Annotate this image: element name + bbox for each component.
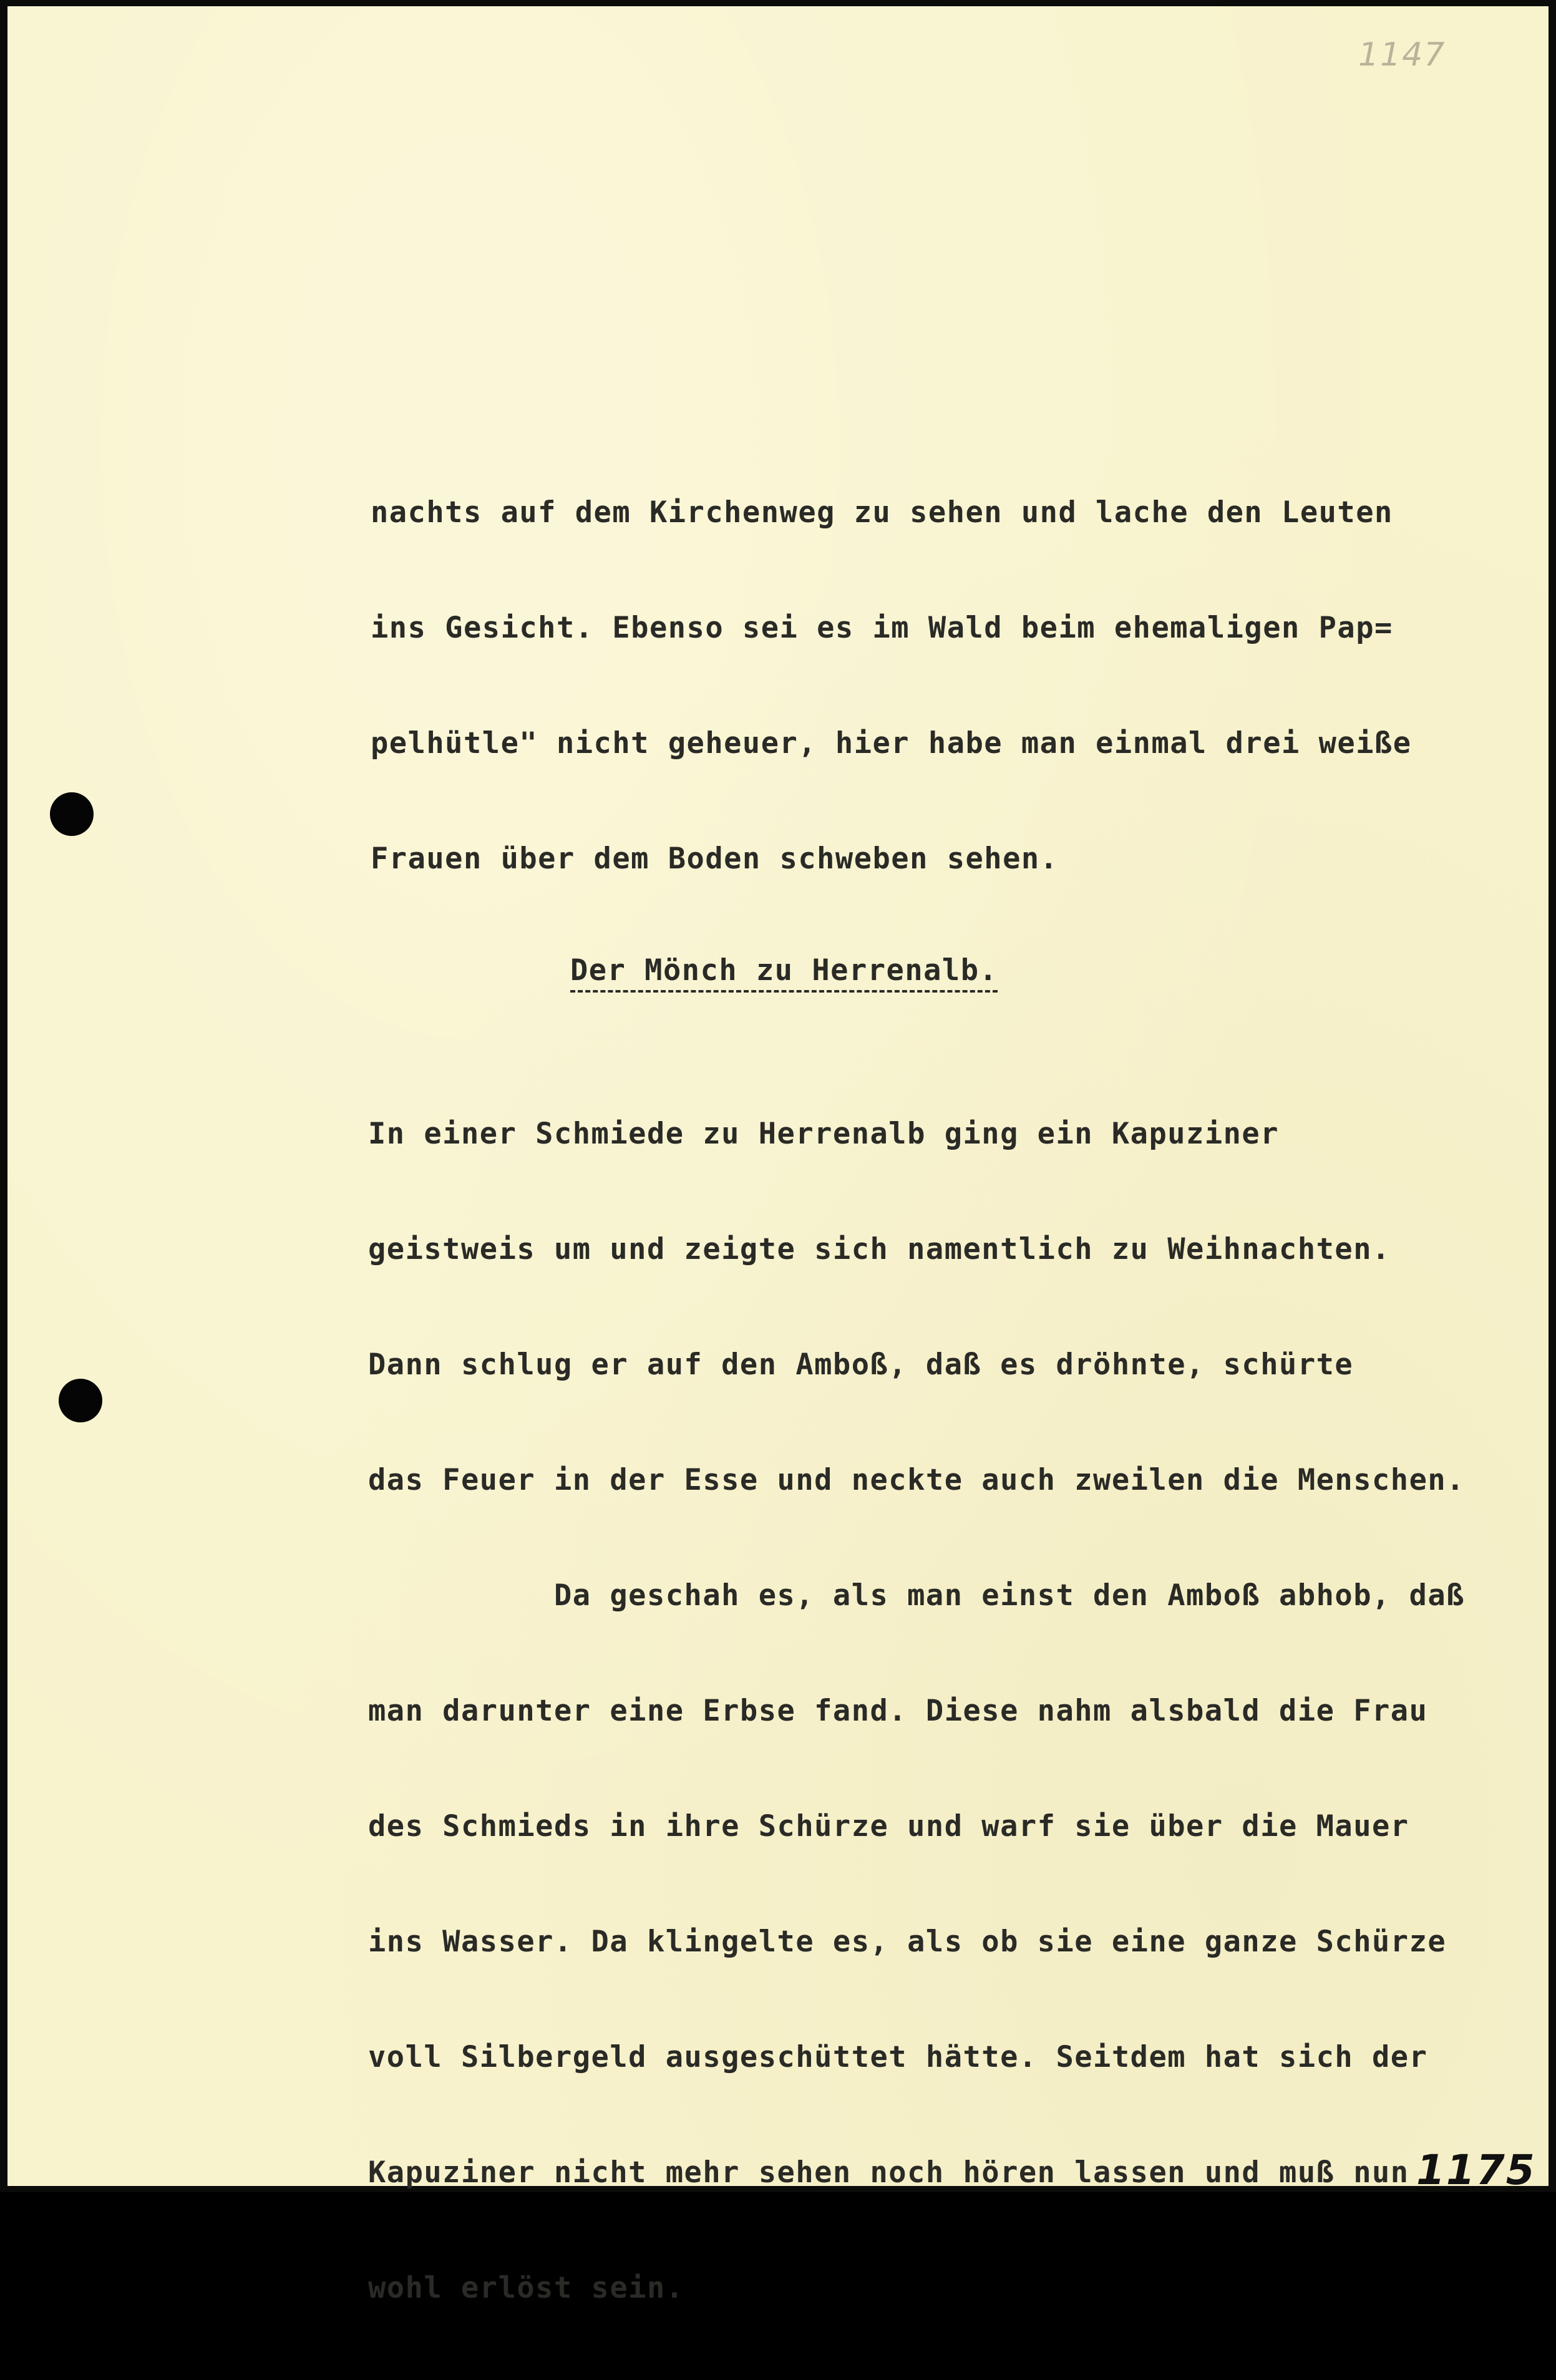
text-line: pelhütle" nicht geheuer, hier habe man einmal drei weiße: [371, 726, 1412, 760]
document-page: [7, 6, 1549, 2305]
punch-hole: [50, 792, 94, 836]
continuation-paragraph: [371, 420, 1412, 951]
story-body: [368, 1042, 1465, 2380]
text-line: das Feuer in der Esse und neckte auch zweilen die Menschen.: [368, 1463, 1465, 1497]
text-line: Frauen über dem Boden schweben sehen.: [371, 842, 1059, 876]
text-line: Dann schlug er auf den Amboß, daß es dröhnte, schürte: [368, 1348, 1354, 1382]
text-line: nachts auf dem Kirchenweg zu sehen und lache den Leuten: [371, 495, 1393, 530]
text-line: In einer Schmiede zu Herrenalb ging ein Kapuziner: [368, 1117, 1280, 1151]
text-line: ins Wasser. Da klingelte es, als ob sie eine ganze Schürze: [368, 1925, 1447, 1959]
handwritten-page-number: 1175: [1416, 2146, 1536, 2194]
text-line: geistweis um und zeigte sich namentlich zu Weihnachten.: [368, 1232, 1391, 1266]
text-line: man darunter eine Erbse fand. Diese nahm alsbald die Frau: [368, 1694, 1428, 1728]
punch-hole: [59, 1379, 102, 1422]
story-title: Der Mönch zu Herrenalb.: [570, 953, 998, 993]
text-line: ins Gesicht. Ebenso sei es im Wald beim ehemaligen Pap=: [371, 611, 1393, 645]
text-line: wohl erlöst sein.: [368, 2271, 684, 2305]
text-line: Da geschah es, als man einst den Amboß abhob, daß: [368, 1578, 1465, 1613]
text-line: voll Silbergeld ausgeschüttet hätte. Seitdem hat sich der: [368, 2040, 1428, 2074]
text-line: des Schmieds in ihre Schürze und warf sie über die Mauer: [368, 1809, 1409, 1843]
text-line: Kapuziner nicht mehr sehen noch hören lassen und muß nun: [368, 2155, 1409, 2190]
archive-folio-number: 1147: [1358, 36, 1446, 74]
